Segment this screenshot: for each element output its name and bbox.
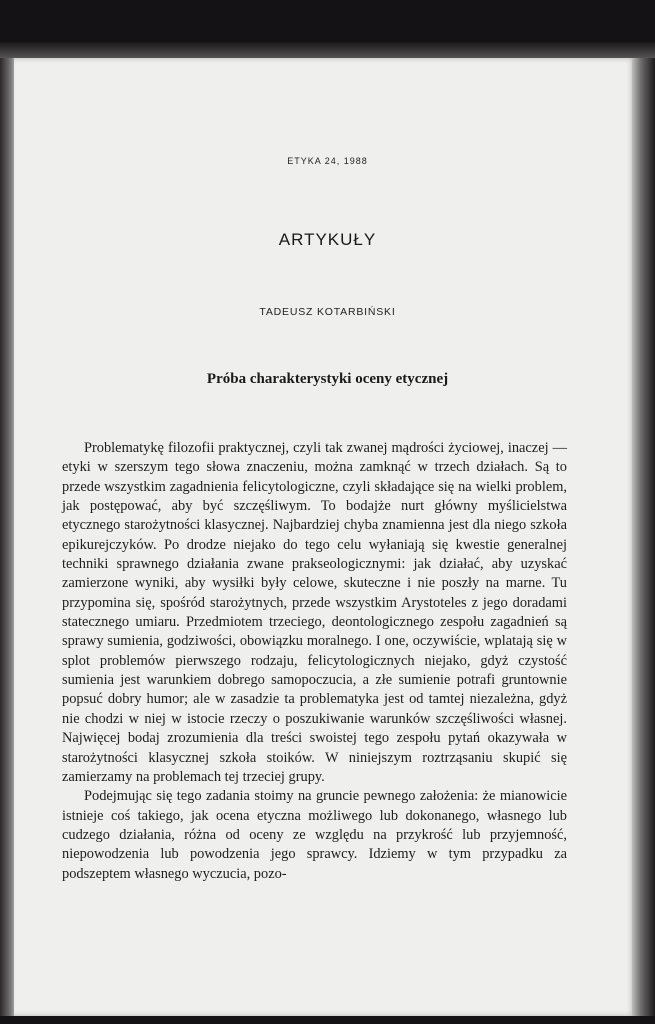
paragraph-1: Problematykę filozofii praktycznej, czyli tak zwanej mądrości życiowej, inaczej — etyki w szerszym tego słowa znaczeniu, można zamknąć w trzech działach. Są to przede wszystkim zagadnienia felicytologiczne, czyli składające się na wielki problem, jak postępować, aby być szczęśliwym. To bodajże nurt główny myślicielstwa etycznego starożytności klasycznej. Najbardziej chyba znamienna jest dla niego szkoła epikurejczyków. Po drodze niejako do tego celu wyłaniają się kwestie generalnej techniki sprawnego działania zwane prakseologicznymi: jak działać, aby uzyskać zamierzone wyniki, aby wysiłki były celowe, skuteczne i nie poszły na marne. Tu przypomina się, spośród starożytnych, przede wszystkim Arystoteles z jego doradami statecznego umiaru. Przedmiotem trzeciego, deontologicznego zespołu zagadnień są sprawy sumienia, godziwości, obowiązku moralnego. I one, oczywiście, wplatają się w splot problemów pierwszego rodzaju, felicytologicznych niejako, gdyż czystość sumienia jest warunkiem dobrego samopoczucia, a złe sumienie potrafi gruntownie popsuć dobry humor; ale w zasadzie ta problematyka jest od tamtej niezależna, gdyż nie chodzi w niej w istocie rzeczy o poszukiwanie warunków szczęśliwości własnej. Najwięcej bodaj zrozumienia dla treści swoistej tego zespołu pytań okazywała w starożytności klasycznej szkoła stoików. W niniejszym roztrząsaniu skupić się zamierzamy na problemach tej trzeciej grupy. [62,440,567,785]
paragraph-2: Podejmując się tego zadania stoimy na gruncie pewnego założenia: że mianowicie istnieje coś takiego, jak ocena etyczna możliwego lub dokonanego, własnego lub cudzego działania, różna od oceny ze względu na przykrość lub przyjemność, niepowodzenia lub powodzenia jego sprawcy. Idziemy w tym przypadku za podszeptem własnego wyczucia, pozo- [62,788,567,882]
article-author: TADEUSZ KOTARBIŃSKI [259,306,396,318]
page-right-edge [632,58,655,1016]
article-title: Próba charakterystyki oceny etycznej [206,371,449,387]
article-body [62,439,567,884]
section-heading: ARTYKUŁY [278,230,377,249]
journal-header: ETYKA 24, 1988 [287,156,368,166]
